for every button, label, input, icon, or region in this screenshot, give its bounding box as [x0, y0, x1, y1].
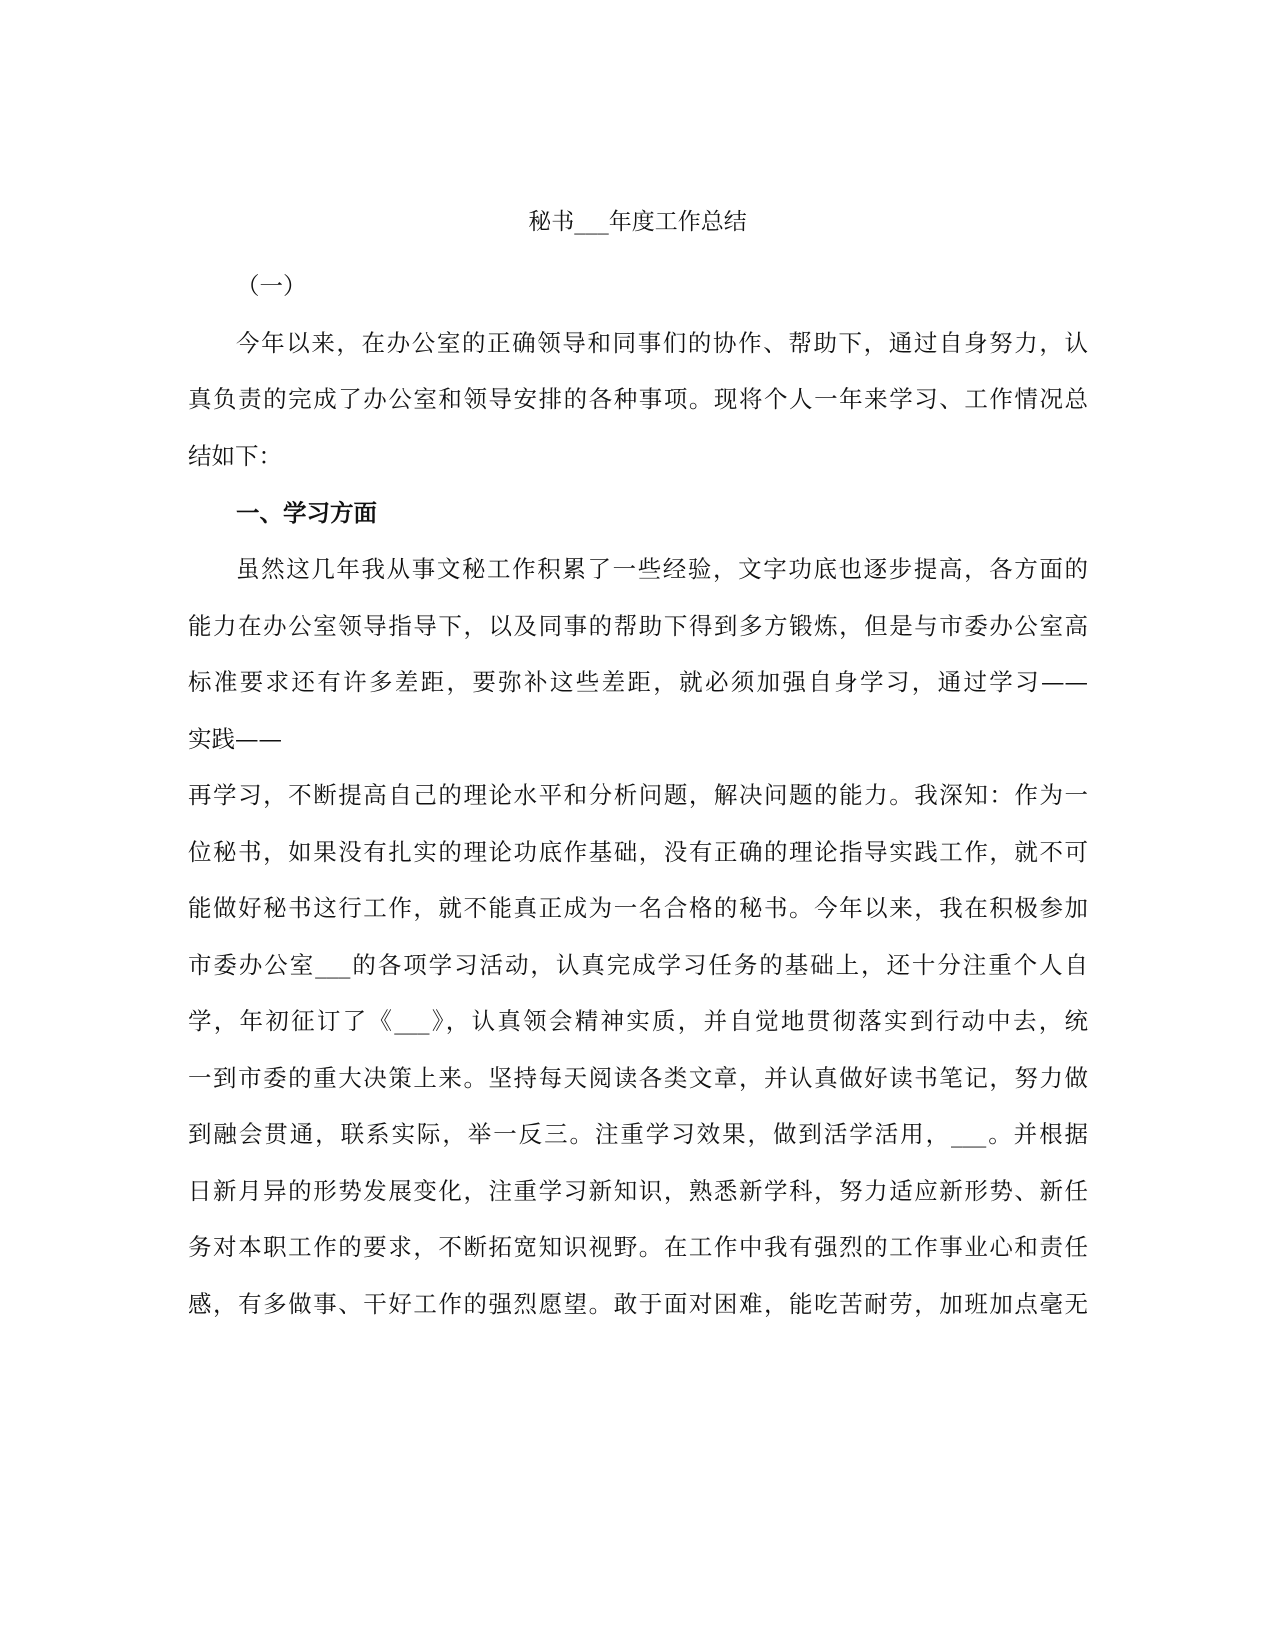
paragraph-line: 能做好秘书这行工作，就不能真正成为一名合格的秘书。今年以来，我在积极参加 — [188, 894, 1088, 922]
document-title: 秘书___年度工作总结 — [528, 209, 747, 235]
paragraph-line: 能力在办公室领导指导下，以及同事的帮助下得到多方锻炼，但是与市委办公室高 — [188, 612, 1088, 640]
paragraph-line: 到融会贯通，联系实际，举一反三。注重学习效果，做到活学活用，___。并根据 — [188, 1120, 1088, 1148]
paragraph-line: 位秘书，如果没有扎实的理论功底作基础，没有正确的理论指导实践工作，就不可 — [188, 838, 1088, 866]
section-heading: 一、学习方面 — [236, 499, 377, 527]
paragraph-line: 日新月异的形势发展变化，注重学习新知识，熟悉新学科，努力适应新形势、新任 — [188, 1177, 1088, 1205]
paragraph-line: 市委办公室___的各项学习活动，认真完成学习任务的基础上，还十分注重个人自 — [188, 951, 1088, 979]
paragraph-line: 再学习，不断提高自己的理论水平和分析问题，解决问题的能力。我深知：作为一 — [188, 781, 1088, 809]
paragraph-line: 感，有多做事、干好工作的强烈愿望。敢于面对困难，能吃苦耐劳，加班加点毫无 — [188, 1290, 1088, 1318]
section-number: （一） — [236, 272, 307, 300]
paragraph-line: 实践—— — [188, 725, 282, 753]
paragraph-line: 今年以来，在办公室的正确领导和同事们的协作、帮助下，通过自身努力，认 — [236, 329, 1088, 357]
paragraph-line: 务对本职工作的要求，不断拓宽知识视野。在工作中我有强烈的工作事业心和责任 — [188, 1233, 1088, 1261]
paragraph-line: 一到市委的重大决策上来。坚持每天阅读各类文章，并认真做好读书笔记，努力做 — [188, 1064, 1088, 1092]
paragraph-line: 标准要求还有许多差距，要弥补这些差距，就必须加强自身学习，通过学习—— — [188, 668, 1088, 696]
paragraph-line: 真负责的完成了办公室和领导安排的各种事项。现将个人一年来学习、工作情况总 — [188, 385, 1088, 413]
paragraph-line: 学，年初征订了《___》，认真领会精神实质，并自觉地贯彻落实到行动中去，统 — [188, 1007, 1088, 1035]
paragraph-line: 结如下： — [188, 442, 282, 470]
paragraph-line: 虽然这几年我从事文秘工作积累了一些经验，文字功底也逐步提高，各方面的 — [236, 555, 1088, 583]
